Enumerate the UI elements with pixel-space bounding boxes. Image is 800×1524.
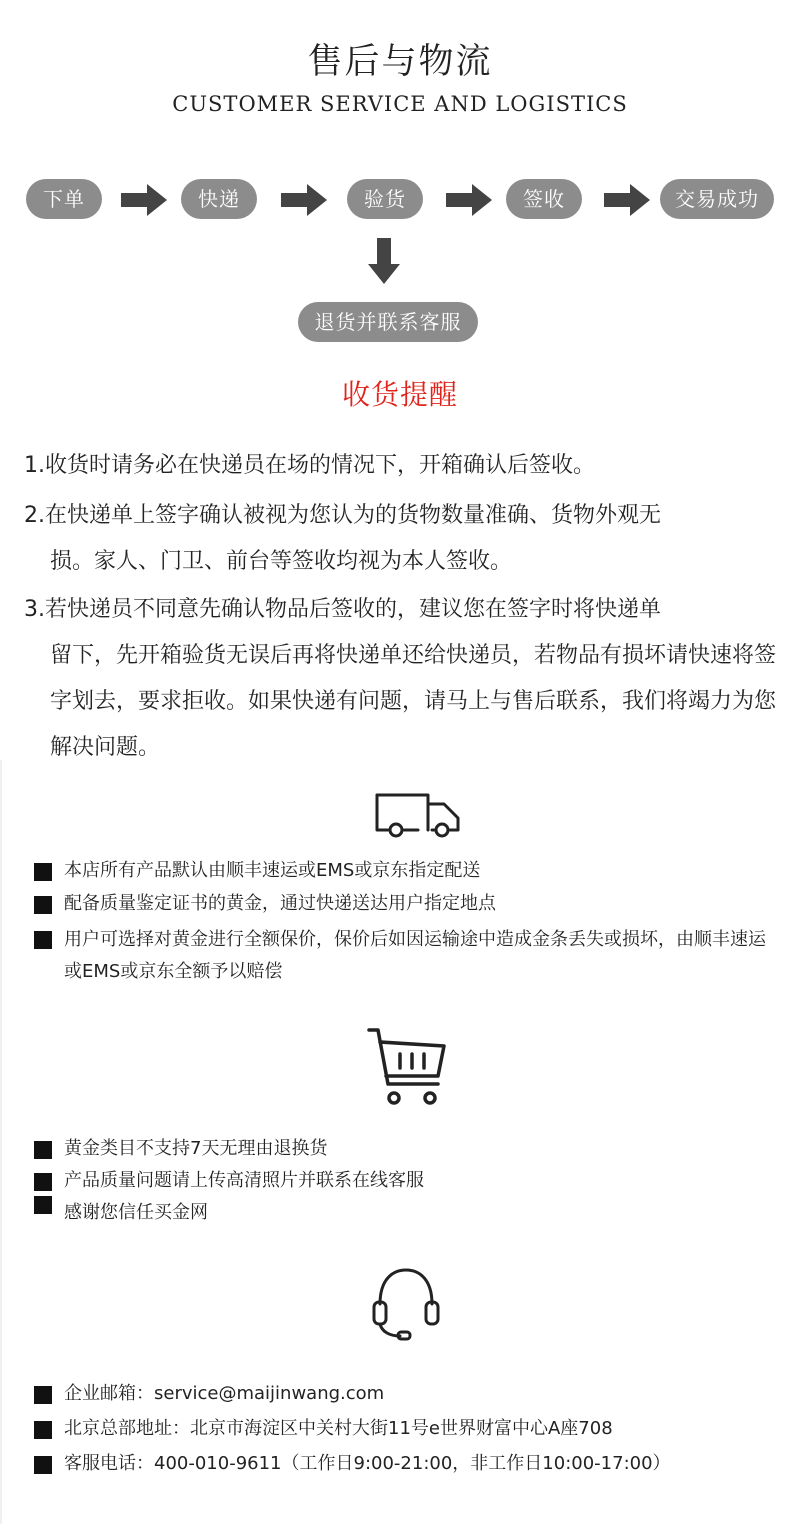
reminder-item-text: 1.收货时请务必在快递员在场的情况下，开箱确认后签收。 xyxy=(24,453,595,478)
flow-step-delivery: 快递 xyxy=(181,179,257,219)
arrow-right-icon xyxy=(121,184,167,216)
headset-icon xyxy=(370,1266,442,1342)
bullet-square xyxy=(34,931,52,949)
reminder-title: 收货提醒 xyxy=(341,378,458,411)
flow-step-complete: 交易成功 xyxy=(660,179,774,219)
page-subtitle: CUSTOMER SERVICE AND LOGISTICS xyxy=(172,92,628,116)
shopping-cart-icon xyxy=(366,1026,450,1108)
bullet-square xyxy=(34,863,52,881)
reminder-item-2 xyxy=(24,493,780,585)
bullet-square xyxy=(34,1141,52,1159)
flow-step-return: 退货并联系客服 xyxy=(298,302,478,342)
reminder-item-text: 2.在快递单上签字确认被视为您认为的货物数量准确、货物外观无 xyxy=(24,503,661,528)
list-item: 本店所有产品默认由顺丰速运或EMS或京东指定配送 xyxy=(34,858,774,884)
arrow-right-icon xyxy=(446,184,492,216)
arrow-down-icon xyxy=(368,238,400,284)
contact-email: 企业邮箱：service@maijinwang.com xyxy=(34,1381,774,1407)
flow-step-inspect: 验货 xyxy=(347,179,423,219)
reminder-item-continuation: 损。家人、门卫、前台等签收均视为本人签收。 xyxy=(50,549,513,574)
reminder-item-continuation: 留下，先开箱验货无误后再将快递单还给快递员，若物品有损坏请快速将签字划去，要求拒收。如果快递有问题，请马上与售后联系，我们将竭力为您解决问题。 xyxy=(50,643,777,760)
reminder-item-3 xyxy=(24,587,780,771)
contact-phone: 客服电话：400-010-9611（工作日9:00-21:00，非工作日10:00-17:00） xyxy=(34,1451,774,1477)
list-item: 产品质量问题请上传高清照片并联系在线客服 xyxy=(34,1168,774,1194)
truck-icon xyxy=(372,792,462,838)
bullet-square xyxy=(34,1421,52,1439)
contact-address: 北京总部地址：北京市海淀区中关村大街11号e世界财富中心A座708 xyxy=(34,1416,774,1442)
reminder-item-text: 3.若快递员不同意先确认物品后签收的，建议您在签字时将快递单 xyxy=(24,597,661,622)
reminder-item-1 xyxy=(24,443,780,489)
bullet-square xyxy=(34,1386,52,1404)
bullet-square xyxy=(34,896,52,914)
flow-step-order: 下单 xyxy=(26,179,102,219)
bullet-square xyxy=(34,1196,52,1214)
bullet-square xyxy=(34,1173,52,1191)
list-item: 配备质量鉴定证书的黄金，通过快递送达用户指定地点 xyxy=(34,891,774,917)
arrow-right-icon xyxy=(604,184,650,216)
arrow-right-icon xyxy=(281,184,327,216)
flow-step-sign: 签收 xyxy=(506,179,582,219)
page-title: 售后与物流 xyxy=(307,42,493,82)
bullet-square xyxy=(34,1456,52,1474)
list-item: 黄金类目不支持7天无理由退换货 xyxy=(34,1136,774,1162)
list-item: 感谢您信任买金网 xyxy=(34,1200,774,1226)
left-edge-divider xyxy=(0,760,2,1524)
list-item: 用户可选择对黄金进行全额保价，保价后如因运输途中造成金条丢失或损坏，由顺丰速运或EMS或京东全额予以赔偿 xyxy=(34,924,774,988)
